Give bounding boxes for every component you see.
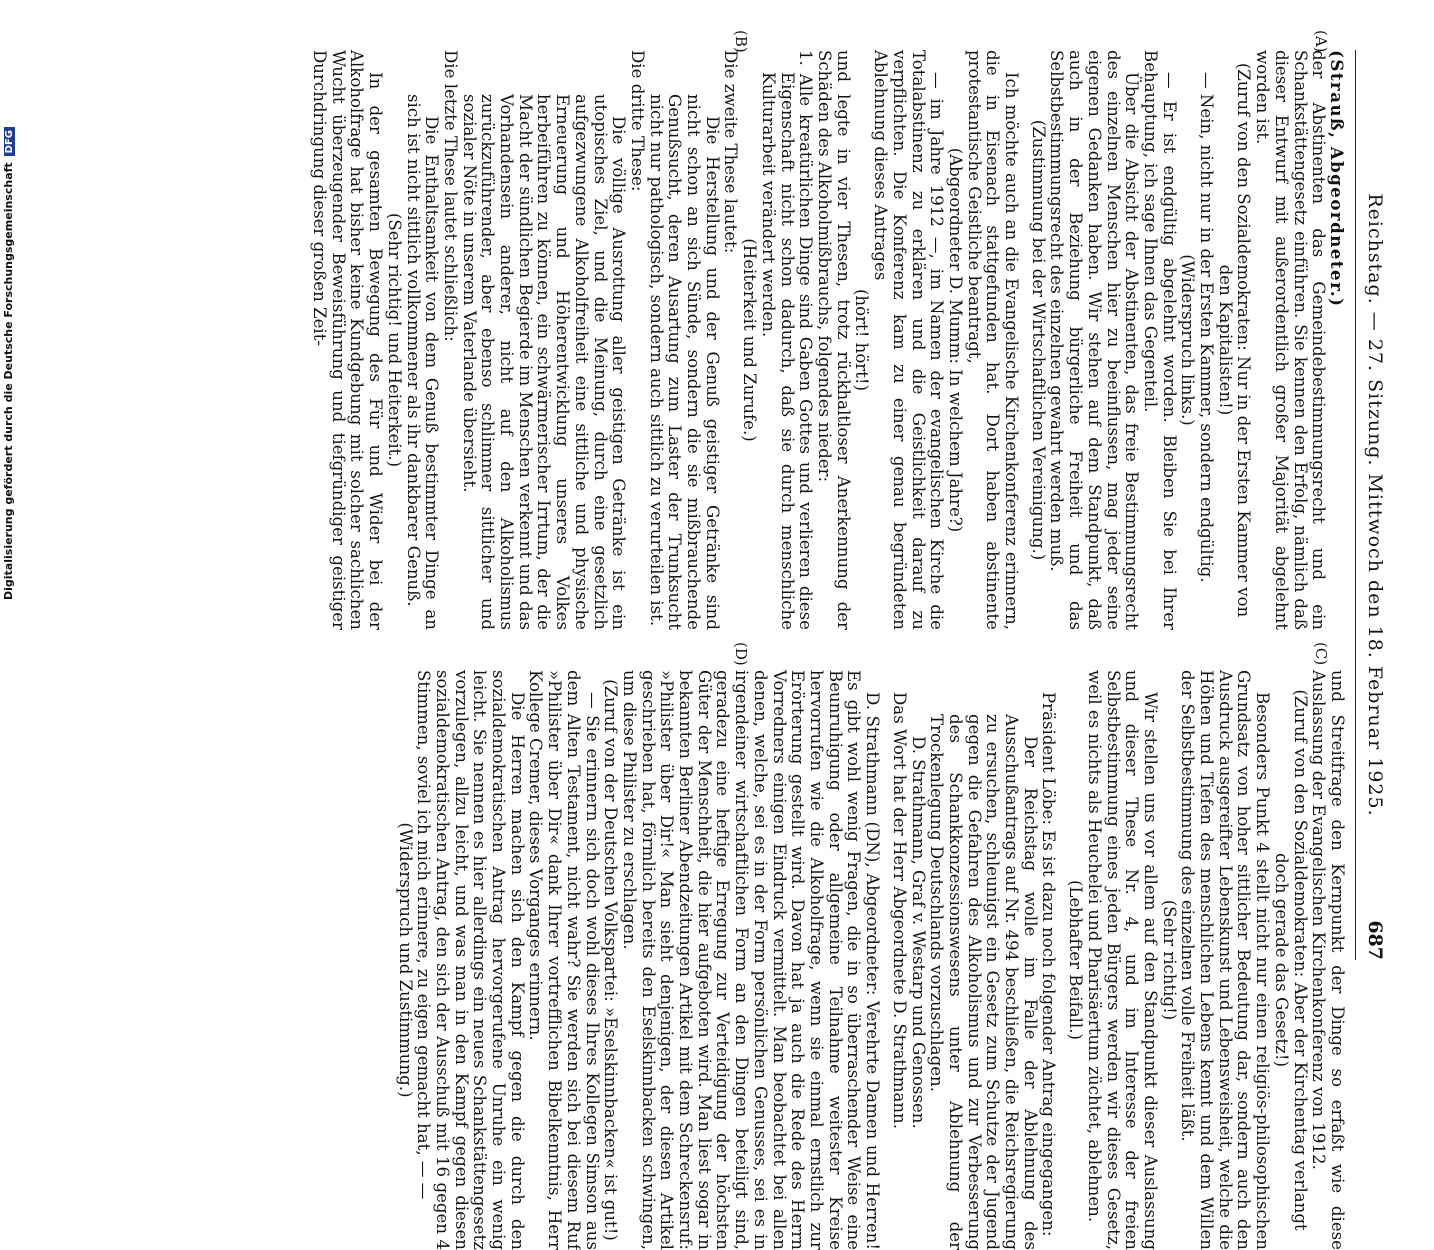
thesis-3: Die völlige Ausrottung aller geistigen Getränke ist ein utopisches Ziel, und die Meinung, durch eine gesetzlich aufgezwungene Alkoholfreiheit eine sittliche und physische Erneuerung und Höherentwicklung unseres Volkes herbeiführen zu können, ein schwärmerischer Irrtum, der die Macht der sündlichen Begierde im Menschen verkennt und das Vorhandensein anderer, nicht auf den Alkoholismus zurückzuführender, aber ebenso schlimmer sittlicher und sozialer Nöte in unserem Vaterlande übersieht. [459,94,629,630]
margin-mark-c: (C) [1312,642,1330,666]
paragraph: Das Wort hat der Herr Abgeordnete D. Strathmann. [889,692,909,1130]
paragraph: — im Jahre 1912 —, im Namen der evangelischen Kirche die Totalabstinenz zu erklären und die Geistlichkeit darauf zu verpflichten. Die Konferenz kam zu einer genau begründeten Ablehnung dieses Antrages [871,50,947,630]
thesis-2: Die Herstellung und der Genuß geistiger Getränke sind nicht schon an sich Sünde, sondern die sie mißbrauchende Genußsucht, deren Ausartung zum Laster der Trunksucht nicht nur pathologisch, sondern auch sittlich zu verurteilen ist. [646,94,722,630]
page-number: 687 [1364,920,1386,960]
interjection: (hört! hört!) [852,288,872,392]
president-speech: Präsident Löbe: Es ist dazu noch folgender Antrag eingegangen: [1039,692,1059,1237]
interjection: (Zuruf von den Sozialdemokraten: Aber der Kirchentag verlangt doch gerade das Gesetz!) [1271,689,1310,1231]
interjection: (Zuruf von der Deutschen Volkspartei: »Eselskinnbacken« ist gut!) [601,679,621,1241]
interjection: (Heiterkeit und Zurufe.) [740,238,760,442]
paragraph: In der gesamten Bewegung des Für und Wider bei der Alkoholfrage hat bisher keine Kundgebung mit solcher sachlichen Wucht überzeugender Beweisführung und tiefgründiger geistiger Durchdringung dieser großen Zeit- [310,50,386,630]
interjection: (Widerspruch links.) [1178,254,1198,426]
margin-mark-b: (B) [732,30,750,53]
paragraph: — Nein, nicht nur in der Ersten Kammer, sondern endgültig. [1197,72,1217,583]
interjection: (Widerspruch und Zustimmung.) [395,822,415,1098]
interjection: (Zustimmung bei der Wirtschaftlichen Vereinigung.) [1028,119,1048,561]
paragraph: Über die Absicht der Abstinenten, das freie Bestimmungsrecht des einzelnen Menschen hier zu beeinflussen, mag jeder seine eigenen Gedanken haben. Wir stehen auf dem Standpunkt, daß auch in der Beziehung bürgerliche Freiheit und das Selbstbestimmungsrecht des einzelnen gewahrt werden muß. [1047,50,1142,630]
left-column [309,50,1346,630]
paragraph: Die Herren machen sich den Kampf gegen die durch den sozialdemokratischen Antrag hervorgerufene Unruhe ein wenig leicht. Sie nennen es hier allerdings ein neues Schankstättengesetz vorzulegen, allzu leicht, und was man in den Kampf gegen diesen sozialdemokratischen Antrag, den sich der Ausschuß mit 16 gegen 4 Stimmen, soviel ich mich erinnere, zu eigen gemacht hat, — — [414,670,527,1250]
paragraph: Ich möchte auch an die Evangelische Kirchenkonferenz erinnern, die in Eisenach stattgefunden hat. Dort haben abstinente protestantische Geistliche beantragt, [964,50,1022,630]
motion-signatories: D. Strathmann, Graf v. Westarp und Genossen. [908,736,928,1129]
interjection: (Abgeordneter D. Mumm: In welchem Jahre?) [945,147,965,533]
paragraph: Die zweite These lautet: [721,50,741,254]
running-header [1355,50,1390,960]
footer-text: Digitalisierung gefördert durch die Deutsche Forschungsgemeinschaft [2,162,15,600]
motion-text: Der Reichstag wolle im Falle der Ablehnung des Ausschußantrags auf Nr. 494 beschließen, die Reichsregierung zu ersuchen, schleunigst ein Gesetz zum Schutze der Jugend gegen die Gefahren des Alkoholismus und zur Verbesserung des Schankkonzessionswesens unter Ablehnung der Trockenlegung Deutschlands vorzuschlagen. [927,714,1040,1250]
margin-mark-a: (A) [1312,30,1330,53]
paragraph: und Streitfrage den Kernpunkt der Dinge so erfaßt wie diese Auslassung der Evangelischen Kirchenkonferenz von 1912. [1309,670,1347,1250]
margin-mark-d: (D) [732,642,750,666]
interjection: (Lebhafter Beifall.) [1066,879,1086,1041]
paragraph: — Sie erinnern sich doch wohl dieses Ihres Kollegen Simson aus dem Alten Testament, nicht wahr? Sie werden sich bei diesem Ruf »Philister über Dir« dank Ihrer vortrefflichen Bibelkenntnis, Herr Kollege Cremer, dieses Vorganges erinnern. [526,670,602,1250]
scanned-page [100,30,1390,1250]
dfg-logo: DFG [4,127,15,156]
interjection: (Sehr richtig!) [1159,899,1179,1021]
digitization-footer [2,129,18,600]
paragraph: Besonders Punkt 4 stellt nicht nur einen religiös-philosophischen Grundsatz von hoher sittlicher Bedeutung dar, sondern auch den Ausdruck ausgereifter Lebenskunst und Lebensweisheit, welche die Höhen und Tiefen des menschlichen Lebens kennt und dem Willen der Selbstbestimmung des einzelnen volle Freiheit läßt. [1178,670,1273,1250]
paragraph: der Abstinenten das Gemeindebestimmungsrecht und ein Schankstättengesetz einführen. Sie kennen den Erfolg, nämlich daß dieser Entwurf mit außerordentlich großer Majorität abgelehnt worden ist. [1253,50,1329,630]
speaker-continuation: (Strauß, Abgeordneter.) [1327,50,1347,308]
paragraph: und legte in vier Thesen, trotz rückhaltloser Anerkennung der Schäden des Alkoholmißbrauchs, folgendes nieder: [815,50,853,630]
thesis-1: 1. Alle kreatürlichen Dinge sind Gaben Gottes und verlieren diese Eigenschaft nicht schon dadurch, daß sie durch menschliche Kulturarbeit verändert werden. [758,50,816,630]
interjection: (Sehr richtig! und Heiterkeit.) [384,212,404,468]
thesis-4: Die Enthaltsamkeit von dem Genuß bestimmter Dinge an sich ist nicht sittlich vollkommener als ihr dankbarer Genuß. [403,94,442,630]
header-title: Reichstag. — 27. Sitzung. Mittwoch den 18. Februar 1925. [1364,193,1386,817]
paragraph: Die dritte These: [627,50,647,192]
paragraph: — Er ist endgültig abgelehnt worden. Bleiben Sie bei Ihrer Behauptung, ich sage Ihnen das Gegenteil. [1140,50,1179,630]
speaker-speech: D. Strathmann (DN), Abgeordneter: Verehrte Damen und Herren! Es gibt wohl wenig Fragen, die in so überraschender Weise eine Beunruhigung oder allgemeine Teilnahme weitester Kreise hervorrufen wie die Alkoholfrage, wenn sie einmal ernstlich zur Erörterung gestellt wird. Davon hat ja auch die Rede des Herrn Vorredners einigen Eindruck vermittelt. Man beobachtet bei allen denen, welche, sei es in der Form persönlichen Genusses, sei es in irgendeiner wirtschaftlichen Form an den Dingen beteiligt sind, geradezu eine heftige Erregung zur Verteidigung der höchsten Güter der Menschheit, die hier aufgeboten wird. Man liest sogar in bekannten Berliner Abendzeitungen Artikel mit dem Schreckensruf: »Philister über Dir!« Man sieht denjenigen, der diesen Artikel geschrieben hat, förmlich bereits den Eselskinnbacken schwingen, um diese Philister zu erschlagen. [619,670,883,1250]
paragraph: Die letzte These lautet schließlich: [440,50,460,342]
paragraph: Wir stellen uns vor allem auf den Standpunkt dieser Auslassung und dieser These Nr. 4, und im Interesse der freien Selbstbestimmung eines jeden Bürgers werden wir dieses Gesetz, weil es nichts als Heuchelei und Pharisäertum züchtet, ablehnen. [1084,670,1160,1250]
interjection: (Zuruf von den Sozialdemokraten: Nur in der Ersten Kammer von den Kapitalisten!) [1215,62,1254,618]
right-column [395,670,1346,1250]
